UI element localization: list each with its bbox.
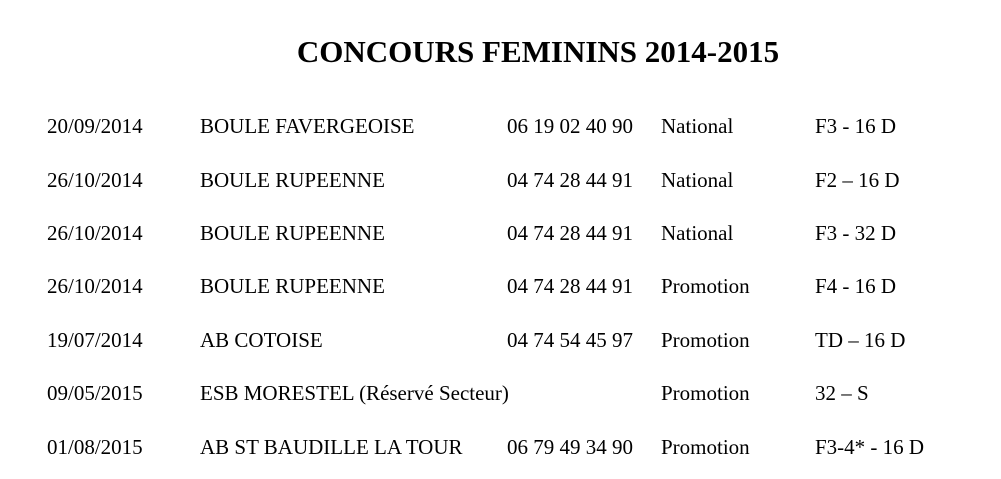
phone-cell: 06 19 02 40 90: [507, 114, 633, 138]
list-item: [0, 221, 1001, 251]
phone-cell: 06 79 49 34 90: [507, 435, 633, 459]
type-cell: Promotion: [661, 274, 750, 298]
type-cell: Promotion: [661, 435, 750, 459]
phone-cell: 04 74 28 44 91: [507, 221, 633, 245]
page-title: CONCOURS FEMININS 2014-2015: [296, 34, 780, 69]
phone-cell: 04 74 28 44 91: [507, 274, 633, 298]
list-item: [0, 435, 1001, 465]
category-cell: TD – 16 D: [815, 328, 906, 352]
category-cell: F3 - 16 D: [815, 114, 897, 138]
date-cell: 26/10/2014: [47, 168, 143, 192]
type-cell: Promotion: [661, 328, 750, 352]
club-cell: BOULE FAVERGEOISE: [200, 114, 415, 138]
type-cell: Promotion: [661, 381, 750, 405]
club-cell: BOULE RUPEENNE: [200, 168, 385, 192]
type-cell: National: [661, 114, 734, 138]
club-cell: AB ST BAUDILLE LA TOUR: [200, 435, 463, 459]
date-cell: 20/09/2014: [47, 114, 143, 138]
category-cell: F3-4* - 16 D: [815, 435, 925, 459]
club-cell: AB COTOISE: [200, 328, 323, 352]
category-cell: F3 - 32 D: [815, 221, 897, 245]
type-cell: National: [661, 221, 734, 245]
type-cell: National: [661, 168, 734, 192]
date-cell: 26/10/2014: [47, 274, 143, 298]
list-item: [0, 381, 1001, 411]
club-cell: ESB MORESTEL (Réservé Secteur): [200, 381, 509, 405]
phone-cell: 04 74 54 45 97: [507, 328, 633, 352]
list-item: [0, 274, 1001, 304]
date-cell: 01/08/2015: [47, 435, 143, 459]
list-item: [0, 328, 1001, 358]
club-cell: BOULE RUPEENNE: [200, 221, 385, 245]
date-cell: 19/07/2014: [47, 328, 143, 352]
category-cell: F4 - 16 D: [815, 274, 897, 298]
phone-cell: 04 74 28 44 91: [507, 168, 633, 192]
list-item: [0, 168, 1001, 198]
date-cell: 26/10/2014: [47, 221, 143, 245]
category-cell: F2 – 16 D: [815, 168, 900, 192]
list-item: [0, 114, 1001, 144]
club-cell: BOULE RUPEENNE: [200, 274, 385, 298]
category-cell: 32 – S: [815, 381, 869, 405]
date-cell: 09/05/2015: [47, 381, 143, 405]
